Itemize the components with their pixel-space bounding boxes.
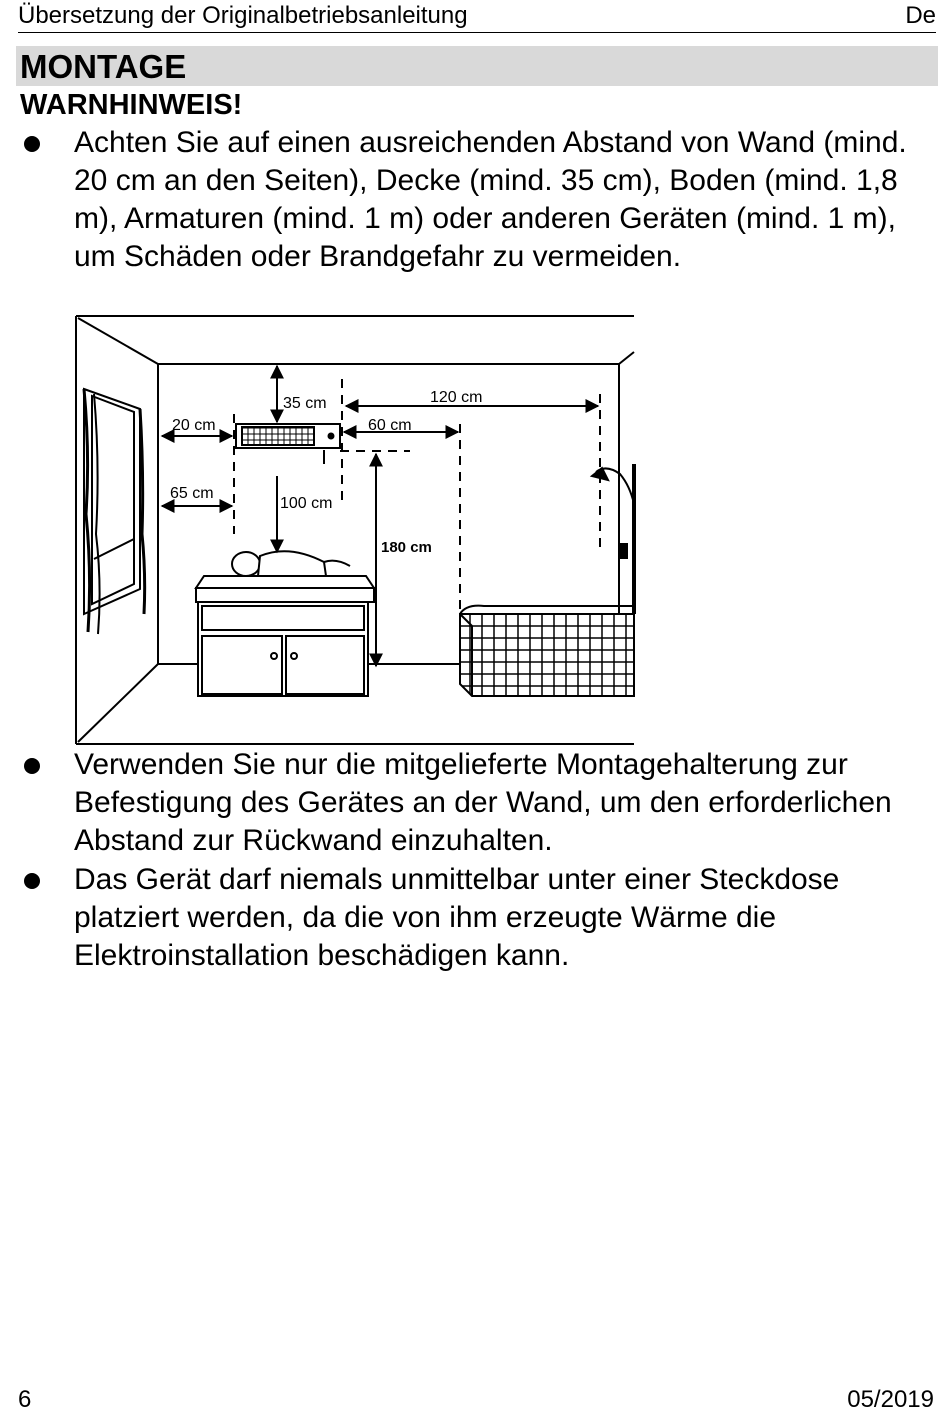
- warning-title: WARNHINWEIS!: [20, 89, 243, 121]
- bullet-dot-icon: [24, 758, 40, 774]
- bullet-item-3: [20, 861, 935, 976]
- label-table-distance: 100 cm: [280, 495, 333, 512]
- bullet-text-2: Verwenden Sie nur die mitgelieferte Montagehalterung zur Befestigung des Gerätes an der Wand, um den erforderlichen Abstand zur Rückwand einzuhalten.: [74, 748, 892, 857]
- header-title: Übersetzung der Originalbetriebsanleitung: [18, 2, 468, 29]
- bullet-dot-icon: [24, 136, 40, 152]
- changing-table: [196, 551, 374, 696]
- heater-unit: [236, 424, 340, 464]
- bathtub: [460, 606, 634, 696]
- label-floor-height: 180 cm: [381, 539, 432, 556]
- section-title: MONTAGE: [20, 48, 187, 85]
- shower-fixture: [592, 464, 634, 614]
- label-window-distance: 65 cm: [170, 485, 214, 502]
- page-number: 6: [18, 1386, 32, 1413]
- footer-date: 05/2019: [847, 1386, 934, 1413]
- clearance-diagram: [74, 314, 636, 746]
- header-language: De: [905, 2, 936, 29]
- page-header: [18, 2, 936, 33]
- bullet-dot-icon: [24, 873, 40, 889]
- bullet-text-3: Das Gerät darf niemals unmittelbar unter einer Steckdose platziert werden, da die von ihm erzeugte Wärme die Elektroinstallation beschädigen kann.: [74, 863, 840, 972]
- bullet-item-2: [20, 746, 935, 861]
- bullet-text-1: Achten Sie auf einen ausreichenden Abstand von Wand (mind. 20 cm an den Seiten), Decke (mind. 35 cm), Boden (mind. 1,8 m), Armaturen (mind. 1 m) oder anderen Geräten (mind. 1 m), um Schäden oder Brandgefahr zu vermeiden.: [74, 126, 907, 273]
- label-wall-gap: 60 cm: [368, 417, 412, 434]
- label-ceiling-clearance: 35 cm: [283, 395, 327, 412]
- bullet-item-1: [20, 124, 935, 314]
- label-side-clearance: 20 cm: [172, 417, 216, 434]
- label-tub-distance: 120 cm: [430, 389, 483, 406]
- window-with-curtains: [84, 389, 145, 634]
